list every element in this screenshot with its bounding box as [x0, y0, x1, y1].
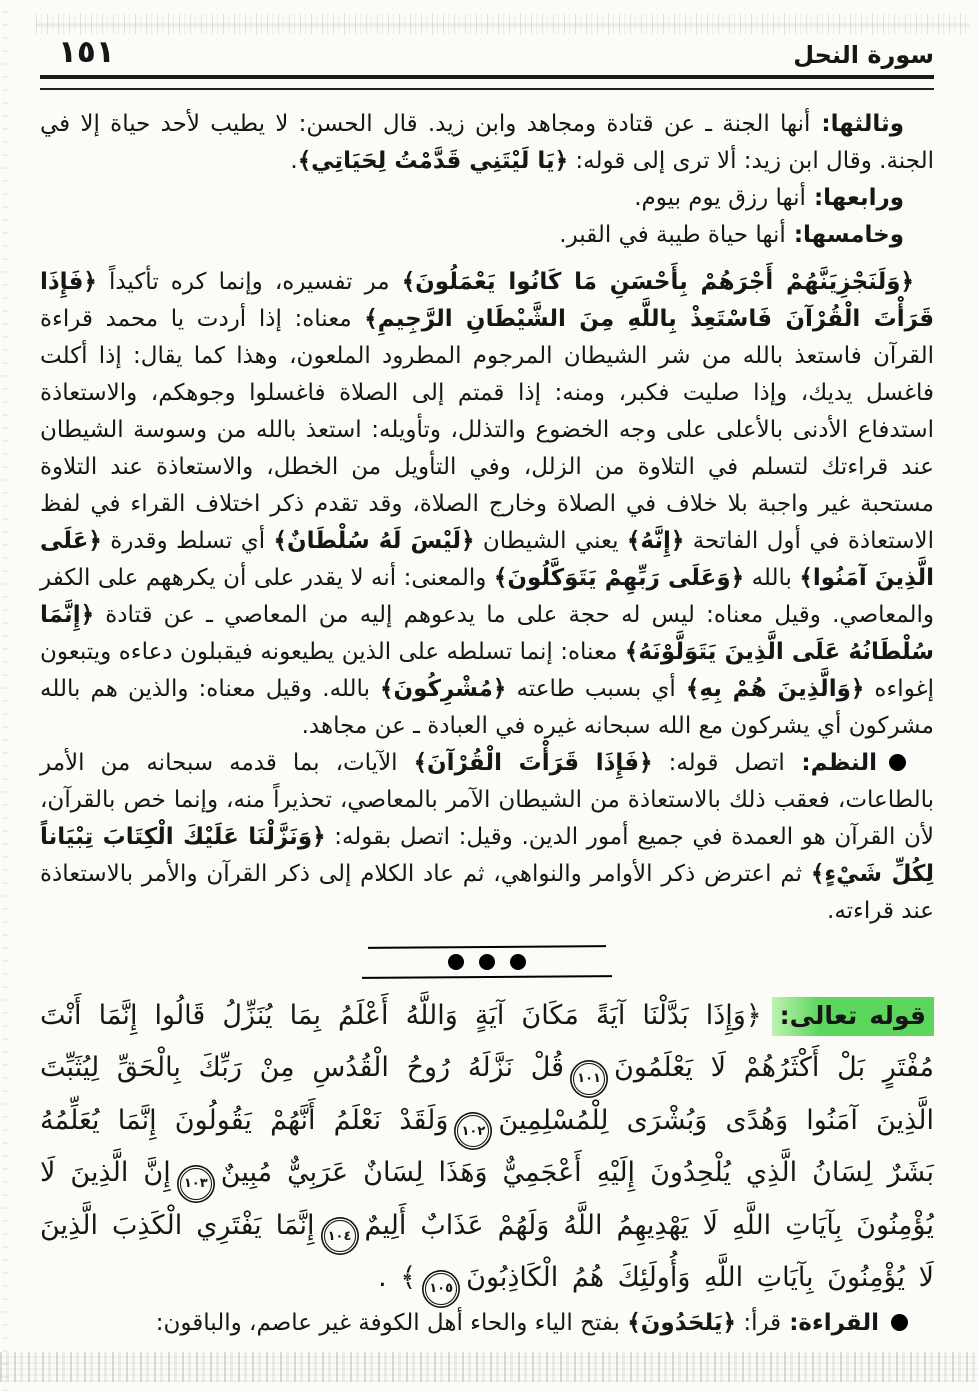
- plain-text: بالله. وقيل معناه: والذين هم بالله مشركون أي يشركون مع الله سبحانه غيره في العبادة ـ عن مجاهد.: [40, 676, 934, 739]
- plain-text: قُلْ نَزَّلَهُ رُوحُ الْقُدُسِ مِنْ رَبِّكَ بِالْحَقِّ لِيُثَبِّتَ الَّذِينَ آمَنُوا وَهُدًى وَبُشْرَى لِلْمُسْلِمِينَ: [40, 1052, 934, 1136]
- plain-text: قرأ:: [736, 1309, 782, 1336]
- plain-text: معناه: إذا أردت يا محمد قراءة القرآن فاستعذ بالله من شر الشيطان المرجوم المطرود الملعون، وهذا كما يقال: إذا أكلت فاغسل يديك، وإذا صليت فكبر، ومنه: إذا قمتم إلى الصلاة فاغسلوا وجوهكم، والاستعاذة استدفاع الأدنى بالأعلى على وجه الخضوع والتذلل، وتأويله: استعذ بالله من وسوسة الشيطان عند قراءتك لتسلم في التلاوة من الزلل، وفي التأويل من الخطل، والاستعاذة عند التلاوة مستحبة غير واجبة بلا خلاف في الصلاة وخارج الصلاة، وقد تقدم ذكر اختلاف القراء في لفظ الاستعاذة في أول الفاتحة: [40, 306, 934, 554]
- paragraph-body: أنها حياة طيبة في القبر.: [559, 222, 786, 248]
- quran-quote: ﴿يَلحَدُونَ﴾: [627, 1309, 737, 1336]
- paragraph-lead: وثالثها:: [821, 111, 904, 137]
- bullet-icon: [889, 754, 906, 771]
- quran-quote: ﴿وَلَنَجْزِيَنَّهُمْ أَجْرَهُمْ بِأَحْسَنِ مَا كَانُوا يَعْمَلُونَ﴾: [401, 269, 914, 295]
- paragraph-lead: وخامسها:: [793, 222, 904, 248]
- quran-verse-text: [40, 1000, 934, 1296]
- quran-quote: ﴿وَعَلَى رَبِّهِمْ يَتَوَكَّلُونَ﴾: [493, 565, 745, 591]
- plain-text: بفتح الياء والحاء أهل الكوفة غير عاصم، والباقون:: [155, 1309, 628, 1336]
- plain-text: .: [290, 148, 298, 174]
- paragraph-body: أنها رزق يوم بيوم.: [634, 185, 806, 211]
- page-number: ١٥١: [58, 34, 115, 70]
- plain-text: يعني الشيطان: [474, 528, 627, 554]
- paragraph-rabiuha: [40, 180, 934, 217]
- quran-quote: ﴿يَا لَيْتَنِي قَدَّمْتُ لِحَيَاتِي﴾: [297, 148, 569, 174]
- quran-quote: ﴿وَالَّذِينَ هُمْ بِهِ﴾: [685, 676, 865, 702]
- paragraph-khamisuha: [40, 217, 934, 254]
- plain-text: مر تفسيره، وإنما كره تأكيداً: [96, 269, 402, 295]
- quran-quote: ﴿إِنَّهُ﴾: [626, 528, 685, 554]
- quran-quote: ﴿لَيْسَ لَهُ سُلْطَانٌ﴾: [273, 528, 475, 554]
- quran-quote: ﴿عَلَى الَّذِينَ آمَنُوا﴾: [40, 528, 934, 591]
- plain-text: أنها الجنة ـ عن قتادة ومجاهد وابن زيد. قال الحسن: لا يطيب لأحد حياة إلا في الجنة. وقال ابن زيد: ألا ترى إلى قوله:: [40, 111, 934, 174]
- header-double-rule: [40, 75, 934, 90]
- plain-text: وَلَقَدْ نَعْلَمُ أَنَّهُمْ يَقُولُونَ إِنَّمَا يُعَلِّمُهُ بَشَرٌ لِسَانُ الَّذِي يُلْحِدُونَ إِلَيْهِ أَعْجَمِيٌّ وَهَذَا لِسَانٌ عَرَبِيٌّ مُبِينٌ: [40, 1104, 934, 1188]
- plain-text: الآيات، بما قدمه سبحانه من الأمر بالطاعات، فعقب ذلك بالاستعاذة من الشيطان الآمر بالمعاصي، تحذيراً منه، وإنما خص بالقرآن، لأن القرآن هو العمدة في جميع أمور الدين. وقيل: اتصل بقوله:: [40, 750, 934, 850]
- plain-text: ﴿وَإِذَا بَدَّلْنَا آيَةً مَكَانَ آيَةٍ وَاللَّهُ أَعْلَمُ بِمَا يُنَزِّلُ قَالُوا إِنَّمَا أَنْتَ مُفْتَرٍ بَلْ أَكْثَرُهُمْ لَا يَعْلَمُونَ: [40, 1000, 934, 1083]
- paragraph-lead: ورابعها:: [813, 185, 904, 211]
- quran-quote: ﴿فَإِذَا قَرَأْتَ الْقُرْآنَ فَاسْتَعِذْ بِاللَّهِ مِنَ الشَّيْطَانِ الرَّجِيمِ﴾: [40, 269, 934, 332]
- quran-quote: ﴿فَإِذَا قَرَأْتَ الْقُرْآنَ﴾: [413, 750, 653, 776]
- quran-quote: ﴿إِنَّمَا سُلْطَانُهُ عَلَى الَّذِينَ يَتَوَلَّوْنَهُ﴾: [40, 602, 935, 665]
- quran-quote: ﴿وَنَزَّلْنَا عَلَيْكَ الْكِتَابَ تِبْيَاناً لِكُلِّ شَيْءٍ﴾: [40, 824, 934, 887]
- section-separator: [362, 946, 612, 978]
- plain-text: ﴾ .: [378, 1262, 417, 1293]
- paragraph-lead: النظم:: [801, 750, 877, 776]
- ayah-number-circle: ١٠١: [573, 1063, 605, 1095]
- scan-noise-bottom: [0, 1352, 978, 1382]
- ayah-number-circle: ١٠٢: [457, 1115, 489, 1147]
- plain-text: أي تسلط وقدرة: [101, 528, 274, 554]
- paragraph-lead: القراءة:: [789, 1309, 879, 1336]
- bullet-icon: [891, 1314, 908, 1331]
- paragraph-qiraah: [40, 1305, 934, 1342]
- separator-bottom-line: [362, 975, 612, 979]
- surah-title: سورة النحل: [793, 41, 934, 70]
- paragraph-body: [40, 269, 934, 739]
- ayah-number-circle: ١٠٣: [180, 1168, 212, 1200]
- ayah-number-circle: ١٠٤: [324, 1220, 356, 1252]
- paragraph-body: [40, 111, 934, 174]
- quran-quote: ﴿مُشْرِكُونَ﴾: [380, 676, 507, 702]
- plain-text: والمعنى: أنه لا يقدر على أن يكرههم على الكفر والمعاصي. وقيل معناه: ليس له حجة على ما يدعوهم إليه من المعاصي ـ عن قتادة: [40, 565, 934, 628]
- plain-text: إِنَّ الَّذِينَ لَا يُؤْمِنُونَ بِآيَاتِ اللَّهِ لَا يَهْدِيهِمُ اللَّهُ وَلَهُمْ عَذَابٌ أَلِيمٌ: [40, 1157, 934, 1241]
- qawluhu-taala-highlighted-lead: قوله تعالى:: [772, 997, 934, 1036]
- ayah-number-circle: ١٠٥: [425, 1273, 457, 1305]
- plain-text: معناه: إنما تسلطه على الذين يطيعونه فيقبلون دعاءه ويتبعون إغواءه: [40, 639, 934, 702]
- page-header: [40, 34, 934, 70]
- plain-text: أي بسبب طاعته: [506, 676, 686, 702]
- plain-text: ثم اعترض ذكر الأوامر والنواهي، ثم عاد الكلام إلى ذكر القرآن والأمر بالاستعاذة عند قراءته.: [40, 861, 934, 924]
- paragraph-body: [40, 750, 934, 924]
- paragraph-tafsir: [40, 264, 934, 745]
- separator-dots-icon: [362, 948, 612, 976]
- paragraph-body: [156, 1310, 781, 1336]
- body-text-column: [40, 106, 934, 1342]
- quran-passage: [40, 990, 934, 1305]
- paragraph-thalithuha: [40, 106, 934, 180]
- plain-text: إِنَّمَا يَفْتَرِي الْكَذِبَ الَّذِينَ لَا يُؤْمِنُونَ بِآيَاتِ اللَّهِ وَأُولَئِكَ هُمُ الْكَاذِبُونَ: [40, 1209, 934, 1293]
- plain-text: بالله: [744, 565, 800, 591]
- plain-text: اتصل قوله:: [652, 750, 785, 776]
- paragraph-nazm: [40, 745, 934, 930]
